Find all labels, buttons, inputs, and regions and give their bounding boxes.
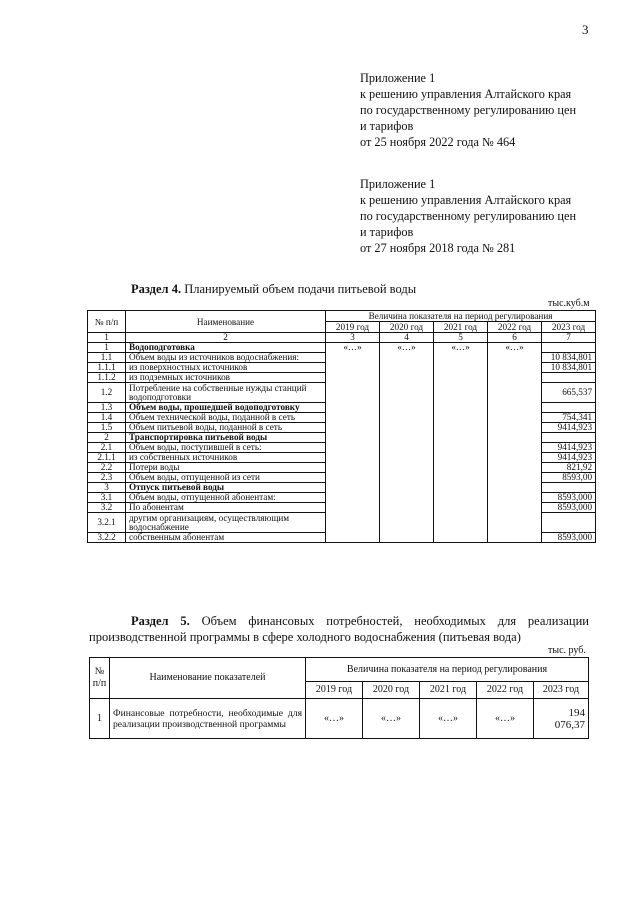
table-row (90, 699, 589, 739)
row-value (542, 373, 596, 383)
row-value (434, 503, 488, 513)
row-value (380, 433, 434, 443)
table-row (88, 343, 596, 353)
table-row (88, 363, 596, 373)
row-name: Объем технической воды, поданной в сеть (126, 413, 326, 423)
section4-title-bold: Раздел 4. (131, 282, 182, 296)
column-header-year: 2020 год (380, 322, 434, 333)
row-value (326, 403, 380, 413)
column-index-row (88, 333, 596, 343)
row-value (380, 383, 434, 403)
row-value: «…» (434, 343, 488, 353)
table-row (88, 453, 596, 463)
row-value: «…» (306, 699, 363, 739)
appendix-line: Приложение 1 (360, 71, 436, 85)
column-header-year: 2023 год (534, 682, 589, 699)
row-value (434, 433, 488, 443)
row-number: 1.4 (88, 413, 126, 423)
table-row (88, 443, 596, 453)
row-value: «…» (420, 699, 477, 739)
column-index: 2 (126, 333, 326, 343)
section5-table (89, 657, 589, 739)
row-name: Потери воды (126, 463, 326, 473)
row-value (488, 493, 542, 503)
row-value (434, 483, 488, 493)
appendix-header-old (360, 176, 610, 256)
table-row (88, 483, 596, 493)
column-index: 7 (542, 333, 596, 343)
column-header-year: 2021 год (420, 682, 477, 699)
row-value: 10 834,801 (542, 363, 596, 373)
section4-title-text: Планируемый объем подачи питьевой воды (181, 282, 417, 296)
row-value (326, 423, 380, 433)
row-value (326, 353, 380, 363)
row-name: Отпуск питьевой воды (126, 483, 326, 493)
row-number: 3.2.1 (88, 513, 126, 533)
row-value: 194 076,37 (534, 699, 589, 739)
row-value (542, 513, 596, 533)
row-value: 10 834,801 (542, 353, 596, 363)
row-name: собственным абонентам (126, 533, 326, 543)
row-value (380, 443, 434, 453)
table-row (88, 383, 596, 403)
column-header-num: № п/п (90, 658, 110, 699)
section4-title (131, 282, 416, 297)
row-value (380, 533, 434, 543)
row-value (326, 473, 380, 483)
row-value (326, 493, 380, 503)
row-number: 2 (88, 433, 126, 443)
row-value (380, 403, 434, 413)
row-value (326, 443, 380, 453)
row-value (326, 463, 380, 473)
row-value (380, 353, 434, 363)
row-number: 1.1.2 (88, 373, 126, 383)
row-value: «…» (363, 699, 420, 739)
row-value (434, 533, 488, 543)
row-value (434, 403, 488, 413)
row-value (434, 423, 488, 433)
row-value (434, 463, 488, 473)
column-header-num: № п/п (88, 311, 126, 333)
row-value (326, 533, 380, 543)
table-row (88, 473, 596, 483)
row-value (434, 473, 488, 483)
column-header-period: Величина показателя на период регулирования (306, 658, 589, 682)
row-value (380, 453, 434, 463)
row-value (434, 383, 488, 403)
table-row (88, 433, 596, 443)
row-value (542, 403, 596, 413)
row-name: Объем воды, поступившей в сеть: (126, 443, 326, 453)
row-value (434, 493, 488, 503)
row-value (380, 483, 434, 493)
column-index: 5 (434, 333, 488, 343)
row-name: другим организациям, осуществляющим водоснабжение (126, 513, 326, 533)
row-value: 821,92 (542, 463, 596, 473)
column-header-name: Наименование показателей (110, 658, 306, 699)
appendix-line: Приложение 1 (360, 177, 436, 191)
appendix-line: к решению управления Алтайского края (360, 193, 572, 207)
row-value (380, 423, 434, 433)
row-name: Объем воды, отпущенной из сети (126, 473, 326, 483)
row-value (542, 343, 596, 353)
appendix-line: от 27 ноября 2018 года № 281 (360, 241, 516, 255)
table-row (88, 463, 596, 473)
row-name: Финансовые потребности, необходимые для реализации производственной программы (110, 699, 306, 739)
row-value (488, 483, 542, 493)
row-value (488, 503, 542, 513)
row-name: Объем питьевой воды, поданной в сеть (126, 423, 326, 433)
row-value: 8593,000 (542, 493, 596, 503)
row-number: 1 (90, 699, 110, 739)
row-number: 2.2 (88, 463, 126, 473)
row-value (488, 383, 542, 403)
section5-title-bold: Раздел 5. (131, 614, 190, 628)
row-value: «…» (380, 343, 434, 353)
row-value (326, 363, 380, 373)
row-value: 9414,923 (542, 443, 596, 453)
row-value (488, 443, 542, 453)
column-header-name: Наименование (126, 311, 326, 333)
row-value (488, 403, 542, 413)
row-value (488, 363, 542, 373)
table-row (88, 503, 596, 513)
row-value (488, 473, 542, 483)
appendix-line: и тарифов (360, 119, 414, 133)
row-value: 8593,000 (542, 503, 596, 513)
column-index: 3 (326, 333, 380, 343)
row-value (434, 353, 488, 363)
row-value: 9414,923 (542, 423, 596, 433)
row-name: из поверхностных источников (126, 363, 326, 373)
row-value (434, 453, 488, 463)
row-number: 2.1.1 (88, 453, 126, 463)
row-name: Водоподготовка (126, 343, 326, 353)
row-value (380, 493, 434, 503)
column-header-year: 2023 год (542, 322, 596, 333)
row-value (326, 383, 380, 403)
table-row (88, 353, 596, 363)
row-value: 754,341 (542, 413, 596, 423)
column-index: 4 (380, 333, 434, 343)
column-index: 6 (488, 333, 542, 343)
row-value (326, 373, 380, 383)
section4-table (87, 310, 596, 543)
column-header-year: 2021 год (434, 322, 488, 333)
row-number: 3 (88, 483, 126, 493)
column-header-year: 2019 год (326, 322, 380, 333)
table-row (88, 513, 596, 533)
row-value (542, 483, 596, 493)
row-value (380, 373, 434, 383)
row-value: 9414,923 (542, 453, 596, 463)
row-value (380, 413, 434, 423)
row-value (488, 453, 542, 463)
row-value (434, 373, 488, 383)
row-value (488, 433, 542, 443)
table-row (88, 423, 596, 433)
row-value (380, 473, 434, 483)
row-number: 1.5 (88, 423, 126, 433)
row-value (434, 513, 488, 533)
row-value: «…» (488, 343, 542, 353)
appendix-line: по государственному регулированию цен (360, 209, 577, 223)
row-value (380, 463, 434, 473)
column-header-period: Величина показателя на период регулирования (326, 311, 596, 322)
row-number: 1 (88, 343, 126, 353)
row-value (326, 513, 380, 533)
row-number: 1.1.1 (88, 363, 126, 373)
row-value: 8593,000 (542, 533, 596, 543)
row-value (326, 413, 380, 423)
row-value (488, 423, 542, 433)
section4-table-body (88, 333, 596, 543)
row-value (488, 513, 542, 533)
appendix-line: к решению управления Алтайского края (360, 87, 572, 101)
row-number: 3.2.2 (88, 533, 126, 543)
column-header-year: 2019 год (306, 682, 363, 699)
row-value (326, 503, 380, 513)
row-value (326, 433, 380, 443)
section5-unit: тыс. руб. (548, 645, 586, 656)
table-row (88, 373, 596, 383)
row-value (326, 453, 380, 463)
row-name: Объем воды из источников водоснабжения: (126, 353, 326, 363)
column-header-year: 2022 год (477, 682, 534, 699)
table-row (88, 413, 596, 423)
row-number: 1.1 (88, 353, 126, 363)
row-value (488, 373, 542, 383)
row-value: «…» (326, 343, 380, 353)
appendix-line: по государственному регулированию цен (360, 103, 577, 117)
row-name: Потребление на собственные нужды станций водоподготовки (126, 383, 326, 403)
table-row (88, 533, 596, 543)
row-value: 8593,00 (542, 473, 596, 483)
row-value (488, 533, 542, 543)
section5-title-text: Объем финансовых потребностей, необходимых для реализации производственной программы в сфере холодного водоснабжения (питьевая вода) (89, 614, 589, 644)
table-row (88, 493, 596, 503)
row-name: из собственных источников (126, 453, 326, 463)
section4-unit: тыс.куб.м (548, 298, 590, 309)
appendix-header-new (360, 70, 610, 150)
row-number: 2.1 (88, 443, 126, 453)
row-value (434, 363, 488, 373)
row-value (380, 363, 434, 373)
row-value (488, 413, 542, 423)
page-number: 3 (582, 22, 589, 37)
row-number: 3.1 (88, 493, 126, 503)
appendix-line: и тарифов (360, 225, 414, 239)
row-value (326, 483, 380, 493)
column-header-year: 2022 год (488, 322, 542, 333)
row-name: из подземных источников (126, 373, 326, 383)
row-value (380, 503, 434, 513)
row-number: 1.2 (88, 383, 126, 403)
appendix-line: от 25 ноября 2022 года № 464 (360, 135, 516, 149)
column-index: 1 (88, 333, 126, 343)
row-value (434, 443, 488, 453)
row-value: «…» (477, 699, 534, 739)
column-header-year: 2020 год (363, 682, 420, 699)
row-number: 1.3 (88, 403, 126, 413)
row-value: 665,537 (542, 383, 596, 403)
table-row (88, 403, 596, 413)
row-number: 3.2 (88, 503, 126, 513)
row-name: Объем воды, отпущенной абонентам: (126, 493, 326, 503)
row-number: 2.3 (88, 473, 126, 483)
row-name: Транспортировка питьевой воды (126, 433, 326, 443)
row-value (380, 513, 434, 533)
row-value (542, 433, 596, 443)
row-value (434, 413, 488, 423)
row-value (488, 463, 542, 473)
row-value (488, 353, 542, 363)
section5-title (89, 613, 589, 645)
row-name: По абонентам (126, 503, 326, 513)
row-name: Объем воды, прошедшей водоподготовку (126, 403, 326, 413)
